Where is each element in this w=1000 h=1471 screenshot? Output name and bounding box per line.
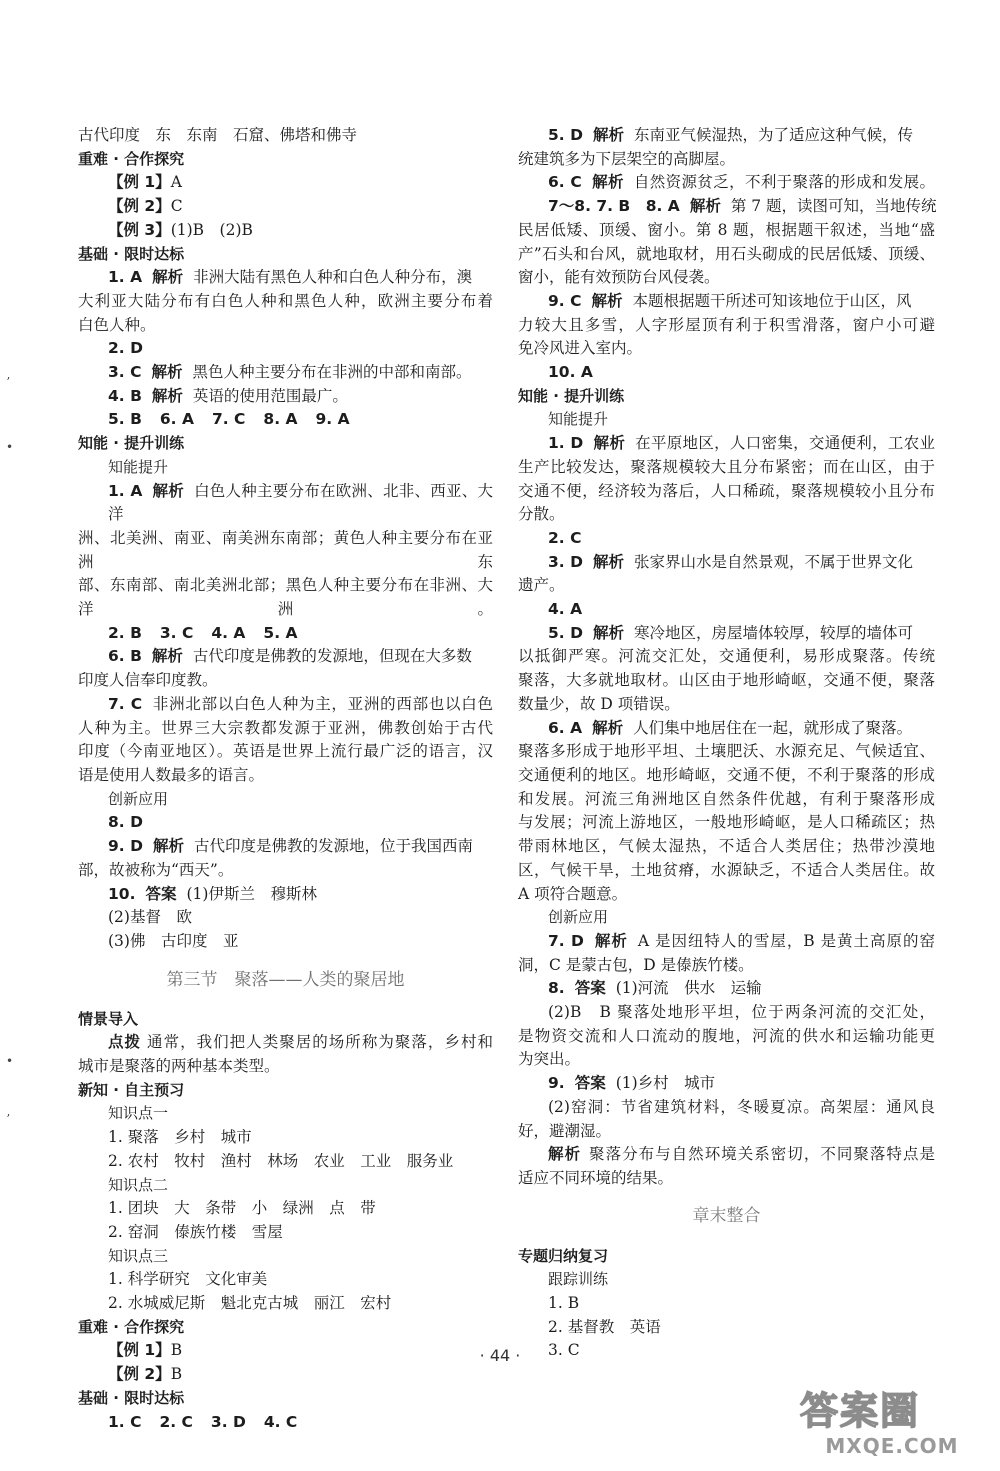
text-line: 好，避潮湿。 — [518, 1121, 612, 1140]
example-value: C — [170, 197, 183, 216]
answer-text: 寒冷地区，房屋墙体较厚，较厚的墙体可 — [633, 623, 913, 642]
question-number: 6. B — [108, 647, 142, 666]
answer-item — [518, 1072, 935, 1096]
answer-keyword: 答案 — [574, 1074, 606, 1093]
subsection-heading: 知能提升 — [108, 457, 169, 476]
text-line: 和发展。河流三角洲地区自然条件优越，有利于聚落形成 — [518, 789, 935, 808]
answer-text: 自然资源贫乏，不利于聚落的形成和发展。 — [633, 173, 935, 192]
text-line: 洞，C 是蒙古包，D 是傣族竹楼。 — [518, 955, 754, 974]
analysis-line — [518, 1143, 935, 1167]
hint-text: 通常，我们把人类聚居的场所称为聚落，乡村和 — [147, 1033, 493, 1052]
answer-text: (1)伊斯兰 穆斯林 — [186, 884, 317, 903]
answer-item — [78, 337, 493, 361]
answer-line: 2. 窑洞 傣族竹楼 雪屋 — [108, 1222, 283, 1241]
answer-text: 古代印度是佛教的发源地，但现在大多数 — [192, 647, 472, 666]
subsection-heading: 知识点二 — [108, 1175, 169, 1194]
answer-text: (1)乡村 城市 — [615, 1074, 716, 1093]
text-line: 产”石头和台风，就地取材，用石头砌成的民居低矮、顶缓、 — [518, 244, 935, 263]
question-number: 5. D — [548, 126, 583, 144]
subsection-heading: 知识点三 — [108, 1246, 169, 1265]
answer-text: 非洲大陆有黑色人种和白色人种分布，澳 — [193, 268, 473, 287]
answer-line: 3. C — [548, 1341, 580, 1360]
answer-item — [518, 195, 935, 219]
answer-keyword: 解析 — [591, 173, 624, 192]
text-line: 洲、北美洲、南亚、南美洲东南部；黄色人种主要分布在亚洲东 — [78, 528, 493, 571]
question-number: 6. A — [159, 410, 194, 429]
question-number: 2. C — [159, 1412, 193, 1431]
text-line: 印度人信奉印度教。 — [78, 671, 218, 690]
example-answer — [78, 171, 493, 195]
text-line: 人种为主。世界三大宗教都发源于亚洲，佛教创始于古代 — [78, 718, 493, 737]
answer-item — [78, 266, 493, 290]
answer-text: 古代印度是佛教的发源地，位于我国西南 — [193, 837, 473, 856]
text-line: (2)B B 聚落处地形平坦，位于两条河流的交汇处， — [548, 1003, 935, 1022]
text-line: 大利亚大陆分布有白色人种和黑色人种，欧洲主要分布着 — [78, 291, 493, 310]
question-number: 4. C — [263, 1412, 298, 1431]
answer-text: 人们集中地居住在一起，就形成了聚落。 — [633, 718, 913, 737]
text-line: (2)窑洞：节省建筑材料，冬暖夏凉。高架屋：通风良 — [548, 1097, 935, 1116]
text-line: 数量少，故 D 项错误。 — [518, 694, 680, 713]
question-number: 1. C — [108, 1412, 142, 1431]
text-line: 带雨林地区，气候太湿热，不适合人类居住；热带沙漠地 — [518, 837, 935, 856]
text-line: 部、东南部、南北美洲北部；黑色人种主要分布在非洲、大洋洲。 — [78, 576, 493, 619]
question-number: 10. A — [548, 363, 593, 382]
question-number: 10. — [108, 884, 136, 903]
text-line: 分散。 — [518, 505, 565, 524]
answer-text: 东南亚气候湿热，为了适应这种气候，传 — [633, 126, 913, 144]
example-value: B — [170, 1341, 183, 1360]
question-number: 7～8. 7. B 8. A — [548, 197, 680, 216]
text-line: 民居低矮、顶缓、窗小。第 8 题，根据题干叙述，当地“盛 — [518, 220, 935, 239]
section-heading: 新知 · 自主预习 — [78, 1080, 185, 1099]
text-line: 古代印度 东 东南 石窟、佛塔和佛寺 — [78, 126, 358, 144]
question-number: 7. C — [211, 410, 246, 429]
answer-item — [78, 811, 493, 835]
question-number: 4. A — [548, 600, 583, 619]
answer-keyword: 解析 — [593, 434, 626, 453]
question-number: 6. A — [548, 718, 583, 737]
answer-item — [78, 385, 493, 409]
question-number: 3. D — [210, 1412, 246, 1431]
section-title: 第三节 聚落——人类的聚居地 — [166, 969, 405, 990]
answer-text: 英语的使用范围最广。 — [192, 386, 348, 405]
text-line: A 项符合题意。 — [518, 884, 628, 903]
text-line: 聚落多形成于地形平坦、土壤肥沃、水源充足、气候适宜、 — [518, 742, 935, 761]
answer-item — [518, 432, 935, 456]
text-line: 力较大且多雪，人字形屋顶有利于积雪滑落，窗户小可避 — [518, 315, 935, 334]
subsection-heading: 知识点一 — [108, 1104, 169, 1123]
section-heading: 基础 · 限时达标 — [78, 1388, 185, 1407]
answer-keyword: 解析 — [592, 126, 624, 144]
question-number: 8. A — [263, 410, 298, 429]
answer-group — [78, 408, 493, 432]
right-column — [518, 124, 935, 1363]
answer-keyword: 解析 — [152, 268, 184, 287]
answer-line: 1. 科学研究 文化审美 — [108, 1270, 268, 1289]
text-line: 窗小，能有效预防台风侵袭。 — [518, 268, 720, 287]
answer-item — [518, 717, 935, 741]
answer-text: 在平原地区，人口密集，交通便利，工农业 — [635, 434, 935, 453]
example-value: (1)B (2)B — [170, 220, 253, 239]
example-label: 【例 2】 — [108, 197, 171, 216]
answer-item — [518, 361, 935, 385]
section-heading: 情景导入 — [78, 1009, 139, 1028]
analysis-label: 解析 — [548, 1145, 582, 1164]
subsection-heading: 知能提升 — [548, 410, 609, 429]
question-number: 3. D — [548, 552, 583, 571]
chapter-title: 章末整合 — [692, 1205, 761, 1226]
answer-item — [78, 693, 493, 717]
answer-keyword: 解析 — [592, 552, 624, 571]
answer-keyword: 解析 — [152, 837, 184, 856]
example-label: 【例 2】 — [108, 1365, 171, 1384]
answer-text: A 是因纽特人的雪屋，B 是黄土高原的窑 — [637, 931, 935, 950]
answer-line: 2. 农村 牧村 渔村 林场 农业 工业 服务业 — [108, 1151, 454, 1170]
answer-keyword: 解析 — [591, 291, 623, 310]
question-number: 5. D — [548, 623, 583, 642]
answer-keyword: 解析 — [592, 623, 624, 642]
section-heading: 知能 · 提升训练 — [518, 386, 625, 405]
answer-item — [78, 645, 493, 669]
hint-label: 点拨 — [108, 1033, 142, 1052]
text-line: 区，气候干旱，土地贫瘠，水源缺乏，不适合人类居住。故 — [518, 860, 935, 879]
text-line: 生产比较发达，聚落规模较大且分布紧密；而在山区，由于 — [518, 457, 935, 476]
margin-mark: ʼ — [6, 375, 10, 389]
text-line: 部，故被称为“西天”。 — [78, 860, 234, 879]
subsection-heading: 创新应用 — [548, 908, 609, 927]
text-line: 与发展；河流上游地区，一般地形崎岖，是人口稀疏区；热 — [518, 813, 935, 832]
example-value: A — [170, 173, 182, 192]
answer-keyword: 解析 — [151, 363, 183, 382]
answer-item — [518, 551, 935, 575]
question-number: 2. C — [548, 528, 582, 547]
question-number: 2. D — [108, 339, 143, 358]
watermark-url: MXQE.COM — [825, 1434, 959, 1458]
margin-mark: • — [6, 1054, 14, 1068]
question-number: 4. A — [211, 623, 246, 642]
answer-item — [518, 124, 935, 148]
question-number: 4. B — [108, 386, 142, 405]
question-number: 7. D — [548, 931, 584, 950]
question-number: 1. A — [108, 481, 143, 500]
answer-text: (1)河流 供水 运输 — [615, 979, 762, 998]
question-number: 2. B — [108, 623, 142, 642]
example-answer — [78, 1363, 493, 1387]
answer-group — [78, 622, 493, 646]
question-number: 9. — [548, 1074, 565, 1093]
question-number: 9. D — [108, 837, 143, 856]
answer-item — [518, 930, 935, 954]
margin-mark: • — [6, 440, 14, 454]
question-number: 1. D — [548, 434, 584, 453]
margin-mark: ʼ — [6, 1112, 10, 1126]
answer-item — [78, 835, 493, 859]
question-number: 3. C — [159, 623, 194, 642]
answer-line: 2. 基督教 英语 — [548, 1317, 661, 1336]
answer-keyword: 解析 — [151, 647, 183, 666]
answer-line: 1. 聚落 乡村 城市 — [108, 1128, 252, 1147]
answer-subline: (3)佛 古印度 亚 — [108, 931, 239, 950]
question-number: 9. A — [315, 410, 350, 429]
text-line: 为突出。 — [518, 1050, 581, 1069]
answer-text: 非洲北部以白色人种为主，亚洲的西部也以白色 — [152, 694, 493, 713]
answer-text: 白色人种主要分布在欧洲、北非、西亚、大洋 — [108, 481, 493, 524]
answer-keyword: 解析 — [593, 931, 628, 950]
question-number: 6. C — [548, 173, 582, 192]
answer-line: 1. B — [548, 1294, 580, 1313]
answer-item — [78, 361, 493, 385]
section-heading: 基础 · 限时达标 — [78, 244, 185, 263]
watermark-logo: 答案圈 — [800, 1389, 921, 1433]
text-line: 交通不便，经济较为落后，人口稀疏，聚落规模较小且分布 — [518, 481, 935, 500]
section-heading: 重难 · 合作探究 — [78, 149, 185, 168]
text-line: 城市是聚落的两种基本类型。 — [78, 1057, 280, 1076]
answer-text: 本题根据题干所述可知该地位于山区，风 — [632, 291, 912, 310]
analysis-text: 聚落分布与自然环境关系密切，不同聚落特点是 — [589, 1145, 935, 1164]
text-line: 聚落，大多就地取材。山区由于地形崎岖，交通不便，聚落 — [518, 671, 935, 690]
answer-keyword: 答案 — [145, 884, 177, 903]
example-label: 【例 1】 — [108, 173, 171, 192]
answer-group — [78, 1411, 493, 1435]
answer-line: 2. 水城威尼斯 魁北克古城 丽江 宏村 — [108, 1294, 392, 1313]
section-heading: 专题归纳复习 — [518, 1246, 609, 1265]
section-heading: 重难 · 合作探究 — [78, 1317, 185, 1336]
answer-text: 张家界山水是自然景观，不属于世界文化 — [633, 552, 913, 571]
answer-keyword: 解析 — [592, 718, 624, 737]
answer-item — [518, 598, 935, 622]
example-label: 【例 3】 — [108, 220, 171, 239]
subsection-heading: 跟踪训练 — [548, 1270, 609, 1289]
question-number: 5. B — [108, 410, 142, 429]
left-column — [78, 124, 493, 1434]
question-number: 7. C — [108, 694, 143, 713]
text-line: 适应不同环境的结果。 — [518, 1168, 674, 1187]
answer-text: 第 7 题，读图可知，当地传统 — [730, 197, 937, 216]
hint-line — [78, 1031, 493, 1055]
answer-keyword: 解析 — [689, 197, 721, 216]
question-number: 8. D — [108, 813, 143, 832]
text-line: 印度（今南亚地区）。英语是世界上流行最广泛的语言，汉 — [78, 742, 493, 761]
answer-item — [518, 171, 935, 195]
answer-keyword: 解析 — [151, 386, 183, 405]
answer-line: 1. 团块 大 条带 小 绿洲 点 带 — [108, 1199, 376, 1218]
text-line: 是物资交流和人口流动的腹地，河流的供水和运输功能更 — [518, 1026, 935, 1045]
answer-item — [78, 480, 493, 527]
answer-item — [518, 977, 935, 1001]
text-line: 语是使用人数最多的语言。 — [78, 765, 265, 784]
subsection-heading: 创新应用 — [108, 789, 169, 808]
text-line: 以抵御严寒。河流交汇处，交通便利，易形成聚落。传统 — [518, 647, 935, 666]
text-line: 遗产。 — [518, 576, 565, 595]
answer-item — [78, 883, 493, 907]
answer-item — [518, 622, 935, 646]
answer-keyword: 解析 — [152, 481, 185, 500]
text-line: 白色人种。 — [78, 315, 156, 334]
answer-keyword: 答案 — [574, 979, 606, 998]
answer-item — [518, 527, 935, 551]
answer-item — [518, 290, 935, 314]
question-number: 1. A — [108, 268, 143, 287]
example-answer — [78, 195, 493, 219]
text-line: 免冷风进入室内。 — [518, 339, 643, 358]
example-answer — [78, 219, 493, 243]
text-line: 交通便利的地区。地形崎岖，交通不便，不利于聚落的形成 — [518, 765, 935, 784]
example-label: 【例 1】 — [108, 1341, 171, 1360]
watermark — [792, 1380, 992, 1466]
question-number: 3. C — [108, 363, 142, 382]
answer-subline: (2)基督 欧 — [108, 908, 192, 927]
answer-text: 黑色人种主要分布在非洲的中部和南部。 — [192, 363, 472, 382]
question-number: 8. — [548, 979, 565, 998]
question-number: 5. A — [263, 623, 298, 642]
page-number: · 44 · — [479, 1346, 521, 1365]
section-heading: 知能 · 提升训练 — [78, 434, 185, 453]
text-line: 统建筑多为下层架空的高脚屋。 — [518, 149, 736, 168]
example-value: B — [170, 1365, 183, 1384]
question-number: 9. C — [548, 291, 582, 310]
